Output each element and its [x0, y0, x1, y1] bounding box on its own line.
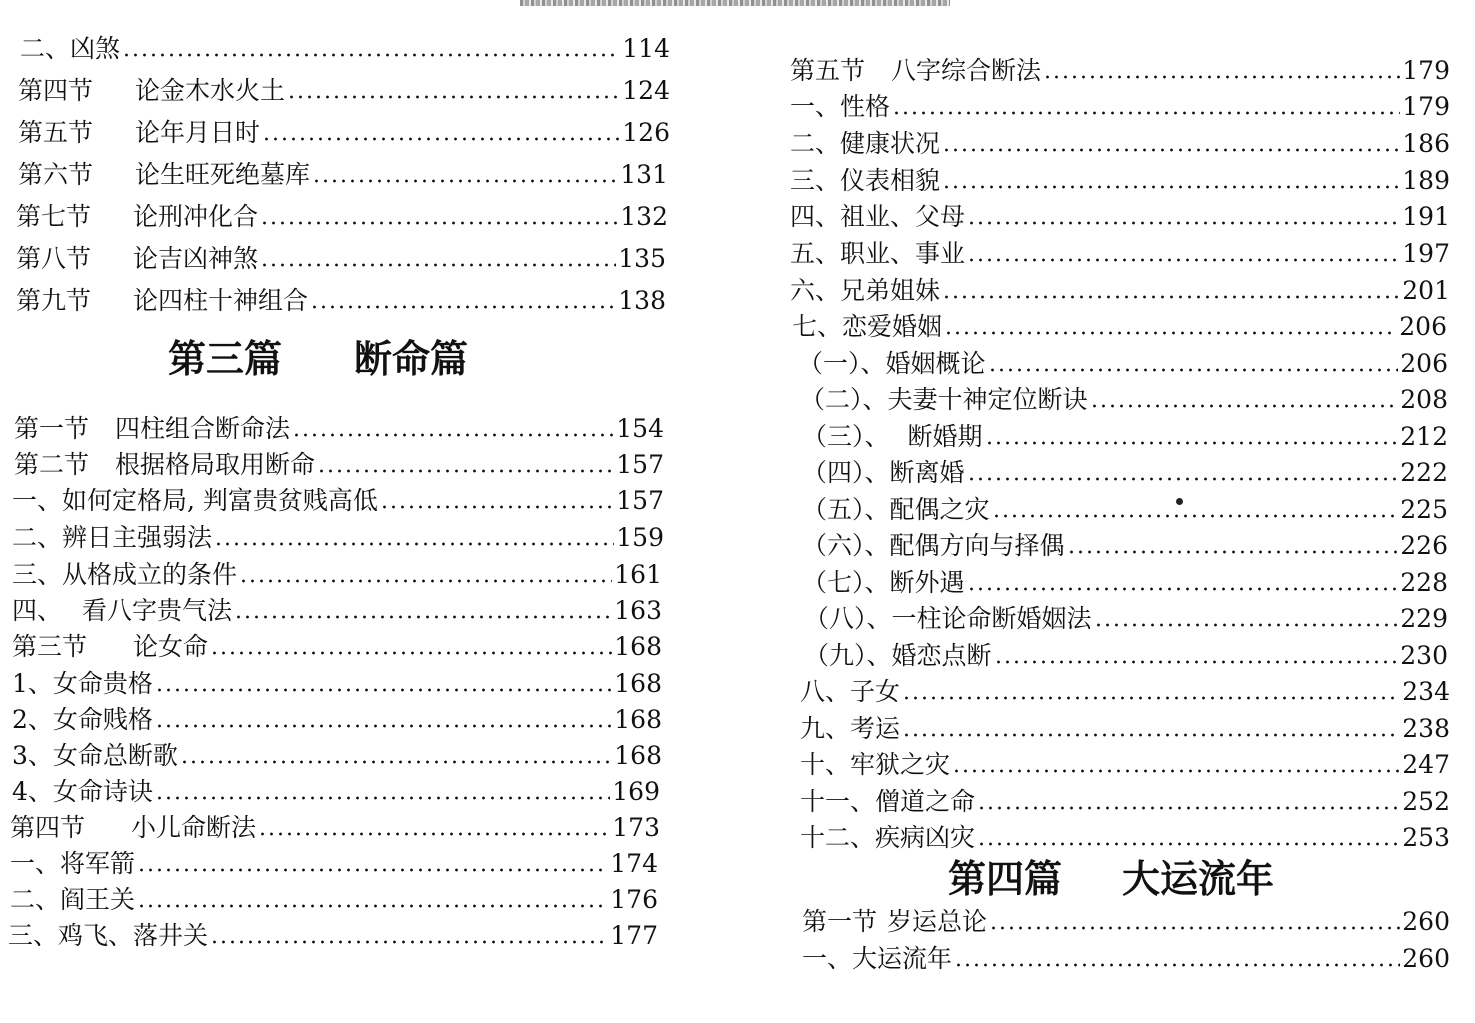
toc-entry-label: 第三节 [12, 632, 88, 661]
toc-entry-page: 222 [1400, 458, 1448, 487]
toc-entry-page: 229 [1400, 604, 1448, 633]
dot-leader [942, 184, 1400, 190]
dot-leader [239, 578, 612, 584]
toc-entry-page: 168 [614, 705, 662, 734]
part-heading-name: 大运流年 [1122, 857, 1275, 901]
toc-entry-section: 根据格局取用断命 [115, 450, 316, 479]
toc-entry-label: 二、凶煞 [20, 34, 121, 63]
toc-entry-label: 第四节 [18, 76, 94, 105]
toc-entry-page: 126 [622, 118, 670, 147]
toc-entry-page: 131 [620, 160, 668, 189]
toc-entry[interactable] [800, 819, 1450, 853]
toc-entry[interactable] [790, 162, 1450, 196]
toc-entry-label: 第一节 [14, 414, 90, 443]
dot-leader [902, 732, 1400, 738]
toc-entry[interactable] [12, 665, 662, 699]
toc-entry-page: 163 [614, 596, 662, 625]
toc-entry-label: 二、阎王关 [10, 885, 136, 914]
toc-entry-page: 212 [1400, 422, 1448, 451]
toc-entry[interactable] [14, 446, 664, 480]
toc-entry-page: 168 [614, 741, 662, 770]
dot-leader [988, 367, 1399, 373]
toc-entry[interactable] [798, 345, 1448, 379]
part-heading [168, 336, 468, 382]
toc-entry[interactable] [12, 482, 664, 516]
toc-entry[interactable] [802, 454, 1448, 488]
dot-leader [317, 468, 614, 474]
toc-entry-label: 四、祖业、父母 [790, 202, 966, 231]
dot-leader [260, 262, 616, 268]
toc-entry-label: 二、健康状况 [790, 129, 941, 158]
toc-entry-page: 226 [1400, 531, 1448, 560]
toc-entry[interactable] [790, 198, 1450, 232]
toc-entry-section: 论生旺死绝墓库 [135, 160, 311, 189]
toc-entry-page: 114 [622, 34, 670, 63]
toc-entry-label: （五）、配偶之灾 [802, 495, 990, 524]
toc-entry-page: 191 [1402, 202, 1450, 231]
dot-leader [902, 695, 1400, 701]
toc-entry-page: 138 [618, 286, 666, 315]
toc-entry[interactable] [12, 737, 662, 771]
toc-entry-page: 179 [1402, 92, 1450, 121]
toc-entry[interactable] [802, 527, 1448, 561]
toc-entry[interactable] [800, 381, 1448, 415]
toc-entry-label: 第二节 [14, 450, 90, 479]
dot-leader [380, 504, 614, 510]
toc-entry-section: 论金木水火土 [135, 76, 286, 105]
toc-entry[interactable] [18, 72, 670, 106]
toc-entry-page: 159 [616, 523, 664, 552]
dot-leader [137, 903, 608, 909]
toc-entry-label: 六、兄弟姐妹 [790, 276, 941, 305]
toc-entry[interactable] [12, 592, 662, 626]
dot-leader [942, 294, 1400, 300]
toc-entry-label: 十一、僧道之命 [800, 787, 976, 816]
toc-entry[interactable] [10, 809, 660, 843]
toc-entry[interactable] [14, 410, 664, 444]
dot-leader [312, 178, 618, 184]
dot-leader [180, 759, 612, 765]
dot-leader [1067, 549, 1399, 555]
toc-entry[interactable] [16, 282, 666, 316]
toc-entry-page: 179 [1402, 56, 1450, 85]
toc-entry[interactable] [10, 881, 658, 915]
toc-entry-section: 岁运总论 [887, 907, 988, 936]
toc-entry[interactable] [802, 418, 1448, 452]
toc-entry[interactable] [790, 235, 1450, 269]
toc-entry-section: 四柱组合断命法 [115, 414, 291, 443]
toc-entry-label: （四）、断离婚 [802, 458, 965, 487]
toc-entry[interactable] [802, 903, 1450, 937]
toc-entry[interactable] [802, 564, 1448, 598]
dot-leader [944, 330, 1397, 336]
toc-entry-page: 197 [1402, 239, 1450, 268]
dot-leader [985, 440, 1399, 446]
toc-entry[interactable] [800, 783, 1450, 817]
toc-entry-label: 三、从格成立的条件 [12, 560, 238, 589]
toc-entry-label: 第八节 [16, 244, 92, 273]
dot-leader [954, 962, 1400, 968]
toc-entry-page: 157 [616, 486, 664, 515]
part-heading [948, 856, 1274, 902]
toc-entry-label: 第五节 [18, 118, 94, 147]
toc-entry[interactable] [20, 30, 670, 64]
toc-entry-section: 断婚期 [907, 422, 983, 451]
toc-entry-page: 168 [614, 632, 662, 661]
toc-entry-label: （九）、婚恋点断 [804, 641, 992, 670]
toc-entry[interactable] [8, 917, 658, 951]
toc-entry-label: 第一节 [802, 907, 878, 936]
toc-entry-page: 238 [1402, 714, 1450, 743]
toc-entry-label: 第四节 [10, 813, 86, 842]
dot-leader [210, 650, 612, 656]
toc-entry[interactable] [790, 88, 1450, 122]
part-heading-number: 第四篇 [948, 857, 1063, 901]
toc-entry-label: （一）、婚姻概论 [798, 349, 986, 378]
toc-entry-label: 一、性格 [790, 92, 891, 121]
toc-entry[interactable] [18, 114, 670, 148]
toc-entry-label: 1、女命贵格 [12, 669, 153, 698]
left-page [0, 0, 700, 1023]
toc-entry-section: 八字综合断法 [891, 56, 1042, 85]
toc-entry[interactable] [12, 773, 660, 807]
toc-entry-page: 208 [1400, 385, 1448, 414]
toc-entry[interactable] [802, 940, 1450, 974]
ink-speck [1176, 498, 1183, 505]
dot-leader [214, 541, 614, 547]
toc-entry-section: 论四柱十神组合 [133, 286, 309, 315]
toc-entry[interactable] [790, 272, 1450, 306]
toc-entry-section: 论年月日时 [135, 118, 261, 147]
toc-entry[interactable] [804, 637, 1448, 671]
toc-entry[interactable] [12, 628, 662, 662]
dot-leader [287, 94, 620, 100]
toc-entry-section: 论女命 [133, 632, 209, 661]
toc-entry[interactable] [12, 519, 664, 553]
toc-entry-label: （七）、断外遇 [802, 568, 965, 597]
toc-entry[interactable] [10, 845, 658, 879]
toc-entry-label: 十、牢狱之灾 [800, 750, 951, 779]
dot-leader [952, 768, 1400, 774]
toc-entry[interactable] [12, 701, 662, 735]
toc-entry-page: 206 [1399, 312, 1447, 341]
dot-leader [122, 52, 620, 58]
toc-entry-label: （六）、配偶方向与择偶 [802, 531, 1065, 560]
dot-leader [967, 476, 1399, 482]
toc-entry-label: 一、将军箭 [10, 849, 136, 878]
dot-leader [942, 147, 1400, 153]
toc-entry-label: 九、考运 [800, 714, 901, 743]
toc-entry-page: 260 [1402, 907, 1450, 936]
toc-entry-label: 3、女命总断歌 [12, 741, 178, 770]
dot-leader [977, 841, 1400, 847]
toc-entry[interactable] [16, 198, 668, 232]
toc-entry[interactable] [792, 308, 1447, 342]
dot-leader [1090, 403, 1399, 409]
dot-leader [967, 257, 1400, 263]
right-page [760, 0, 1475, 1023]
toc-entry-page: 173 [612, 813, 660, 842]
toc-entry-page: 189 [1402, 166, 1450, 195]
toc-entry-label: （二）、夫妻十神定位断诀 [800, 385, 1088, 414]
toc-entry-label: 第九节 [16, 286, 92, 315]
toc-entry-page: 177 [610, 921, 658, 950]
dot-leader [234, 614, 612, 620]
toc-entry-page: 154 [616, 414, 664, 443]
toc-entry[interactable] [790, 125, 1450, 159]
toc-entry[interactable] [800, 710, 1450, 744]
toc-entry-label: 2、女命贱格 [12, 705, 153, 734]
toc-entry-label: 一、大运流年 [802, 944, 953, 973]
toc-entry-page: 176 [610, 885, 658, 914]
toc-entry-label: 二、辨日主强弱法 [12, 523, 213, 552]
dot-leader [260, 220, 618, 226]
dot-leader [262, 136, 620, 142]
dot-leader [310, 304, 616, 310]
toc-entry-page: 201 [1402, 276, 1450, 305]
toc-entry-label: 三、鸡飞、落井关 [8, 921, 209, 950]
toc-entry-page: 206 [1400, 349, 1448, 378]
toc-entry[interactable] [12, 556, 662, 590]
toc-entry[interactable] [802, 491, 1448, 525]
dot-leader [292, 432, 614, 438]
dot-leader [967, 586, 1399, 592]
toc-entry-label: 十二、疾病凶灾 [800, 823, 976, 852]
toc-entry-page: 124 [622, 76, 670, 105]
toc-entry-section: 论吉凶神煞 [133, 244, 259, 273]
toc-entry-page: 135 [618, 244, 666, 273]
dot-leader [977, 805, 1400, 811]
dot-leader [258, 831, 610, 837]
toc-entry-page: 174 [610, 849, 658, 878]
toc-entry-page: 161 [614, 560, 662, 589]
toc-entry-label: 三、仪表相貌 [790, 166, 941, 195]
toc-entry-section: 看八字贵气法 [82, 596, 233, 625]
part-heading-number: 第三篇 [168, 337, 283, 381]
dot-leader [137, 867, 608, 873]
toc-entry-label: 第六节 [18, 160, 94, 189]
toc-entry-page: 234 [1402, 677, 1450, 706]
toc-entry[interactable] [800, 673, 1450, 707]
dot-leader [155, 723, 612, 729]
toc-entry-label: 八、子女 [800, 677, 901, 706]
toc-entry-page: 247 [1402, 750, 1450, 779]
dot-leader [892, 110, 1400, 116]
dot-leader [155, 687, 612, 693]
toc-entry-section: 小儿命断法 [131, 813, 257, 842]
toc-entry-section: 论刑冲化合 [133, 202, 259, 231]
toc-entry-label: 第五节 [790, 56, 866, 85]
dot-leader [992, 513, 1399, 519]
dot-leader [1043, 74, 1400, 80]
toc-entry[interactable] [804, 600, 1448, 634]
toc-entry-label: 七、恋爱婚姻 [792, 312, 943, 341]
toc-entry-label: 四、 [12, 596, 63, 625]
dot-leader [989, 925, 1400, 931]
toc-entry[interactable] [790, 52, 1450, 86]
toc-entry-page: 253 [1402, 823, 1450, 852]
dot-leader [967, 220, 1400, 226]
toc-entry-label: 4、女命诗诀 [12, 777, 153, 806]
dot-leader [155, 795, 610, 801]
dot-leader [210, 939, 608, 945]
toc-entry-page: 169 [612, 777, 660, 806]
toc-entry-page: 157 [616, 450, 664, 479]
toc-entry-label: （三）、 [802, 422, 890, 451]
dot-leader [1094, 622, 1399, 628]
dot-leader [994, 659, 1399, 665]
toc-entry-label: 一、如何定格局, 判富贵贫贱高低 [12, 486, 378, 515]
toc-entry-page: 260 [1402, 944, 1450, 973]
toc-entry-page: 225 [1400, 495, 1448, 524]
toc-entry-page: 252 [1402, 787, 1450, 816]
toc-entry-page: 228 [1400, 568, 1448, 597]
toc-entry-page: 132 [620, 202, 668, 231]
toc-entry-page: 230 [1400, 641, 1448, 670]
toc-entry[interactable] [16, 240, 666, 274]
toc-entry-label: （八）、一柱论命断婚姻法 [804, 604, 1092, 633]
toc-entry-label: 五、职业、事业 [790, 239, 966, 268]
toc-entry-label: 第七节 [16, 202, 92, 231]
toc-entry-page: 168 [614, 669, 662, 698]
toc-entry[interactable] [18, 156, 668, 190]
toc-entry[interactable] [800, 746, 1450, 780]
toc-entry-page: 186 [1402, 129, 1450, 158]
part-heading-name: 断命篇 [354, 337, 469, 381]
